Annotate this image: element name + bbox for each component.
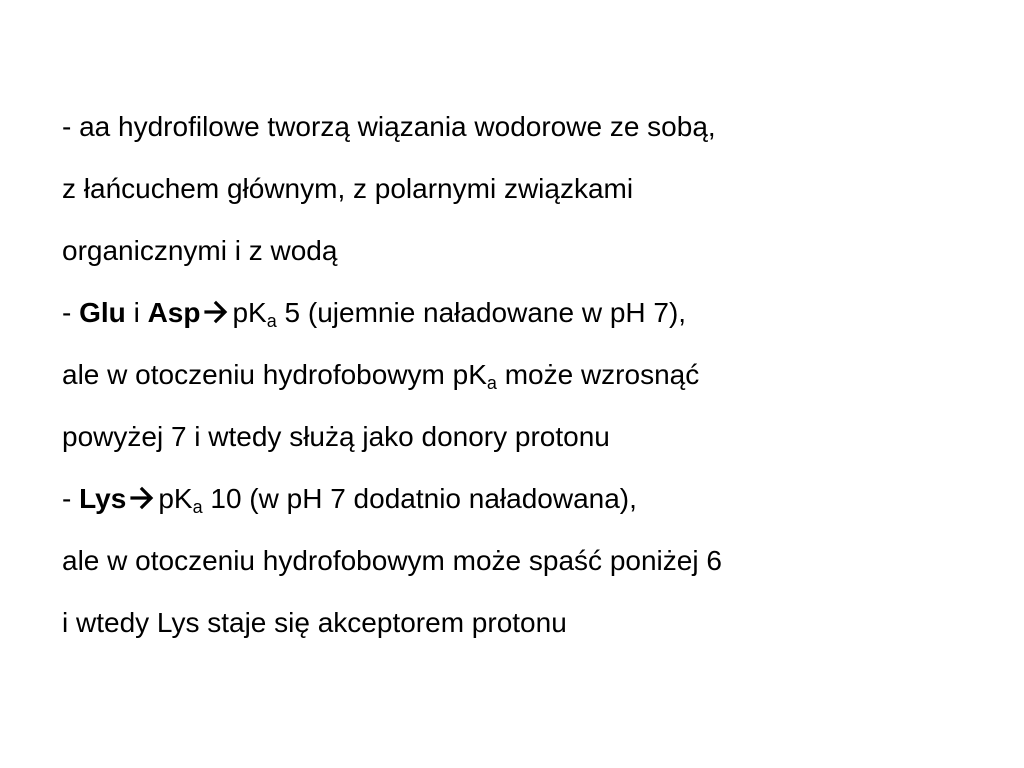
text-line: organicznymi i z wodą — [62, 235, 338, 266]
pk-subscript: a — [486, 373, 497, 393]
text-line: z łańcuchem głównym, z polarnymi związkami — [62, 173, 634, 204]
text-line — [62, 293, 962, 355]
text-line: powyżej 7 i wtedy służą jako donory protonu — [62, 421, 610, 452]
text-line — [62, 479, 962, 541]
paragraph-glu-asp — [62, 293, 962, 465]
text-line: i wtedy Lys staje się akceptorem protonu — [62, 607, 567, 638]
text-fragment: 10 (w pH 7 dodatnio naładowana), — [210, 483, 637, 514]
text-fragment: może wzrosnąć — [504, 359, 700, 390]
term-lys: Lys — [79, 483, 127, 514]
text-fragment: ale w otoczeniu hydrofobowym pK — [62, 359, 487, 390]
slide-content — [62, 107, 962, 665]
right-arrow-icon — [130, 481, 156, 521]
text-line: ale w otoczeniu hydrofobowym może spaść poniżej 6 — [62, 545, 722, 576]
text-fragment: 5 (ujemnie naładowane w pH 7), — [284, 297, 687, 328]
paragraph-lys — [62, 479, 962, 651]
pk-subscript: a — [192, 497, 203, 517]
pk-subscript: a — [266, 311, 277, 331]
term-asp: Asp — [147, 297, 201, 328]
pk-label: pK — [232, 297, 267, 328]
connector-text: i — [133, 297, 140, 328]
text-line: - aa hydrofilowe tworzą wiązania wodorowe ze sobą, — [62, 111, 716, 142]
bullet-dash: - — [62, 483, 72, 514]
right-arrow-icon — [204, 295, 230, 335]
text-line — [62, 355, 962, 417]
paragraph-hydrophilic — [62, 107, 962, 279]
bullet-dash: - — [62, 297, 72, 328]
term-glu: Glu — [79, 297, 126, 328]
pk-label: pK — [158, 483, 193, 514]
